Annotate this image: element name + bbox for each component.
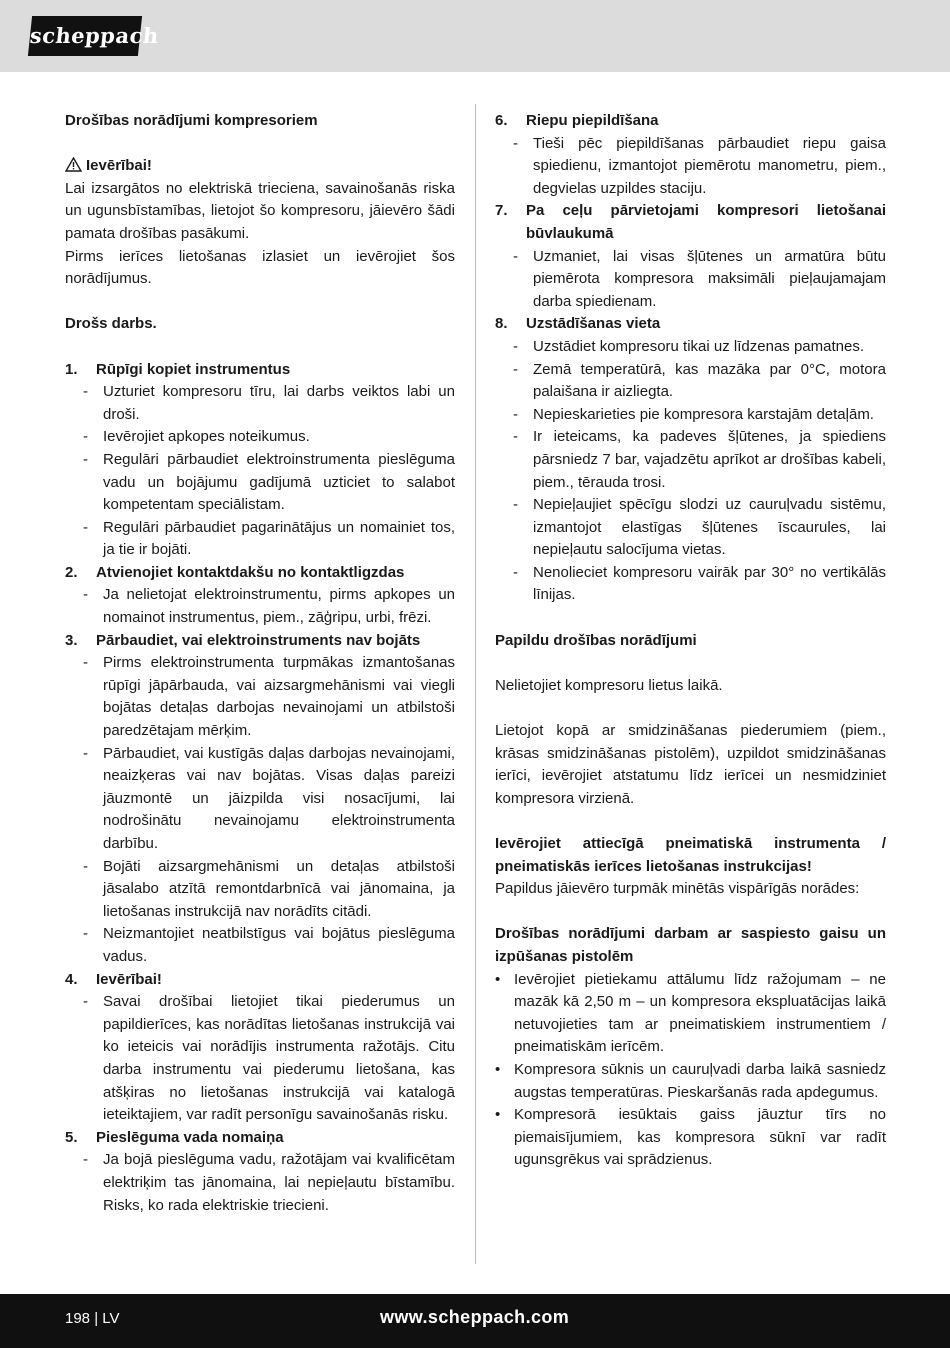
- section-number: 1.: [65, 360, 78, 378]
- section-heading-1: [65, 359, 455, 382]
- list-item: - Nepieļaujiet spēcīgu slodzi uz cauruļvadu sistēmu, izmantojot elastīgas šļūtenes īscaurules, lai nepieļautu salocījuma vietas.: [513, 496, 886, 559]
- list-item-text: Ja bojā pieslēguma vadu, ražotājam vai kvalificētam elektriķim tas jānomaina, lai nepieļautu bīstamību. Risks, ko rada elektriskie triecieni.: [103, 1151, 455, 1214]
- footer-bar: [0, 1294, 950, 1348]
- list-item: - Pārbaudiet, vai kustīgās daļas darbojas nevainojami, neaizķeras vai nav bojātas. Visas daļas pareizi jāuzmontē un jāizpilda visi nosacījumi, lai nodrošinātu nevainojamu elektroinstrumenta darbību.: [83, 744, 455, 852]
- section-heading-4: [65, 969, 455, 992]
- bullet-text: Kompresorā iesūktais gaiss jāuztur tīrs no piemaisījumiem, kas kompresora sūknī var radīt ugunsgrēkus vai sprādzienus.: [514, 1106, 886, 1169]
- scheppach-logo: scheppach: [28, 16, 142, 56]
- right-column: [495, 110, 886, 1172]
- bullet-item: • Ievērojiet pietiekamu attālumu līdz ražojumam – ne mazāk kā 2,50 m – un kompresora ekspluatācijas laikā netuvojieties tam ar pneimatiskiem instrumentiem / pneimatiskām ierīcēm.: [495, 970, 886, 1056]
- list-item: - Pirms elektroinstrumenta turpmākas izmantošanas rūpīgi jāpārbauda, vai aizsargmehānismi vai viegli bojātas detaļas darbojas nevainojami un atbilstoši paredzētajam mērķim.: [83, 654, 455, 740]
- section-number: 4.: [65, 970, 78, 988]
- list-item-text: Nenolieciet kompresoru vairāk par 30° no vertikālās līnijas.: [533, 563, 886, 604]
- list-item-text: Pārbaudiet, vai kustīgās daļas darbojas nevainojami, neaizķeras vai nav bojātas. Visas daļas pareizi jāuzmontē un jāizpilda visi nosacījumi, lai nodrošinātu nevainojamu elektroinstrumenta darbību.: [103, 744, 455, 852]
- warning-triangle-icon: [65, 157, 82, 172]
- intro-text: Lai izsargātos no elektriskā trieciena, savainošanās riska un ugunsbīstamības, lietojot šo kompresoru, jāievēro šādi pamata drošības pasākumi.: [65, 179, 455, 242]
- section-heading-8: [495, 313, 886, 336]
- list-item: - Ja nelietojat elektroinstrumentu, pirms apkopes un nomainot instrumentus, piem., zāģripu, urbi, frēzi.: [83, 586, 455, 627]
- bullet-item: • Kompresorā iesūktais gaiss jāuztur tīrs no piemaisījumiem, kas kompresora sūknī var radīt ugunsgrēkus vai sprādzienus.: [495, 1106, 886, 1169]
- intro-text-2: Pirms ierīces lietošanas izlasiet un ievērojiet šos norādījumus.: [65, 247, 455, 288]
- section-title: Drošības norādījumi kompresoriem: [65, 112, 318, 129]
- website-link[interactable]: www.scheppach.com: [380, 1307, 570, 1327]
- section-number: 3.: [65, 631, 78, 649]
- section-number: 2.: [65, 563, 78, 581]
- warning-title: Ievērībai!: [86, 157, 152, 175]
- bullet-text: Kompresora sūknis un cauruļvadi darba laikā sasniedz augstas temperatūras. Pieskaršanās rada apdegumus.: [514, 1060, 886, 1101]
- list-item: - Uzstādiet kompresoru tikai uz līdzenas pamatnes.: [513, 337, 864, 355]
- bullet-item: • Kompresora sūknis un cauruļvadi darba laikā sasniedz augstas temperatūras. Pieskaršanās rada apdegumus.: [495, 1060, 886, 1101]
- list-item-text: Nepieļaujiet spēcīgu slodzi uz cauruļvadu sistēmu, izmantojot elastīgas šļūtenes īscaurules, lai nepieļautu salocījuma vietas.: [533, 496, 886, 559]
- list-item-text: Neizmantojiet neatbilstīgus vai bojātus pieslēguma vadus.: [103, 925, 455, 965]
- section-heading-7: [495, 200, 886, 245]
- list-item: - Zemā temperatūrā, kas mazāka par 0°C, motora palaišana ir aizliegta.: [513, 360, 886, 401]
- compressed-air-heading: Drošības norādījumi darbam ar saspiesto gaisu un izpūšanas pistolēm: [495, 925, 886, 965]
- list-item: - Savai drošībai lietojiet tikai piederumus un papildierīces, kas norādītas lietošanas instrukcijā vai ko ieteicis vai norādījis instrumenta ražotājs. Citu darba instrumentu vai piederumu lietošana, kas atšķiras no lietošanas instrukcijā vai katalogā ieteiktajiem, var radīt personīgu savainošanās risku.: [83, 993, 455, 1124]
- section-number: 6.: [495, 112, 508, 129]
- section-heading-5: [65, 1127, 455, 1150]
- list-item: - Regulāri pārbaudiet pagarinātājus un nomainiet tos, ja tie ir bojāti.: [83, 518, 455, 559]
- safe-work-heading: Drošs darbs.: [65, 315, 157, 333]
- column-divider: [475, 104, 476, 1264]
- section-heading-3: [65, 630, 455, 653]
- list-item-text: Nepieskarieties pie kompresora karstajām detaļām.: [533, 405, 874, 423]
- list-item: - Regulāri pārbaudiet elektroinstrumenta pieslēguma vadu un bojājumu gadījumā uzticiet to salabot kompetentam speciālistam.: [83, 450, 455, 514]
- list-item: - Ir ieteicams, ka padeves šļūtenes, ja spiediens pārsniedz 7 bar, vajadzētu aprīkot ar drošības kabeli, piem., tērauda trosi.: [513, 428, 886, 491]
- section-heading-text: Pa ceļu pārvietojami kompresori lietošanai būvlaukumā: [526, 202, 886, 242]
- section-heading-text: Atvienojiet kontaktdakšu no kontaktligzdas: [96, 563, 405, 581]
- page-number: 198 | LV: [65, 1310, 120, 1327]
- paragraph-rain: Nelietojiet kompresoru lietus laikā.: [495, 676, 723, 694]
- bullet-text: Ievērojiet pietiekamu attālumu līdz ražojumam – ne mazāk kā 2,50 m – un kompresora ekspluatācijas laikā netuvojieties tam ar pneimatiskiem instrumentiem / pneimatiskām ierīcēm.: [514, 970, 886, 1056]
- left-column: [65, 110, 455, 1217]
- extra-safety-heading: Papildu drošības norādījumi: [495, 631, 697, 649]
- list-item-text: Ievērojiet apkopes noteikumus.: [103, 428, 310, 446]
- list-item: - Nepieskarieties pie kompresora karstajām detaļām.: [513, 405, 874, 423]
- section-number: 8.: [495, 315, 508, 333]
- list-item: - Ja bojā pieslēguma vadu, ražotājam vai kvalificētam elektriķim tas jānomaina, lai nepieļautu bīstamību. Risks, ko rada elektriskie triecieni.: [83, 1151, 455, 1214]
- section-heading-text: Pārbaudiet, vai elektroinstruments nav bojāts: [96, 631, 421, 649]
- list-item-text: Ir ieteicams, ka padeves šļūtenes, ja spiediens pārsniedz 7 bar, vajadzētu aprīkot ar drošības kabeli, piem., tērauda trosi.: [533, 428, 886, 491]
- list-item-text: Zemā temperatūrā, kas mazāka par 0°C, motora palaišana ir aizliegta.: [533, 360, 886, 401]
- list-item-text: Uzturiet kompresoru tīru, lai darbs veiktos labi un droši.: [103, 383, 455, 423]
- section-heading-2: [65, 562, 455, 585]
- paragraph-general-notes: Papildus jāievēro turpmāk minētās vispārīgās norādes:: [495, 880, 860, 898]
- section-heading-text: Uzstādīšanas vieta: [526, 315, 661, 333]
- list-item-text: Savai drošībai lietojiet tikai piederumus un papildierīces, kas norādītas lietošanas instrukcijā vai ko ieteicis vai norādījis instrumenta ražotājs. Citu darba instrumentu vai piederumu lietošana, kas atšķiras no lietošanas instrukcijā vai katalogā ieteiktajiem, var radīt personīgu savainošanās risku.: [103, 993, 455, 1124]
- list-item: - Uzmaniet, lai visas šļūtenes un armatūra būtu piemērota kompresora maksimāli pieļaujamajam darba spiedienam.: [513, 247, 886, 310]
- pneumatic-instructions-heading: Ievērojiet attiecīgā pneimatiskā instrumenta / pneimatiskās ierīces lietošanas instrukcijas!: [495, 835, 886, 875]
- section-number: 7.: [495, 202, 508, 220]
- list-item-text: Ja nelietojat elektroinstrumentu, pirms apkopes un nomainot instrumentus, piem., zāģripu, urbi, frēzi.: [103, 586, 455, 627]
- header-bar: [0, 0, 950, 72]
- list-item-text: Uzstādiet kompresoru tikai uz līdzenas pamatnes.: [533, 337, 864, 355]
- list-item-text: Regulāri pārbaudiet pagarinātājus un nomainiet tos, ja tie ir bojāti.: [103, 518, 455, 559]
- list-item: - Neizmantojiet neatbilstīgus vai bojātus pieslēguma vadus.: [83, 925, 455, 965]
- list-item-text: Bojāti aizsargmehānismi un detaļas atbilstoši jāsalabo atzītā remontdarbnīcā vai jānomaina, ja lietošanas instrukcijā nav norādīts citādi.: [103, 857, 455, 920]
- list-item: - Uzturiet kompresoru tīru, lai darbs veiktos labi un droši.: [83, 383, 455, 423]
- list-item-text: Tieši pēc piepildīšanas pārbaudiet riepu gaisa spiedienu, izmantojot piemērotu manometru, piem., degvielas uzpildes staciju.: [533, 134, 886, 197]
- list-item-text: Pirms elektroinstrumenta turpmākas izmantošanas rūpīgi jāpārbauda, vai aizsargmehānismi vai viegli bojātas detaļas darbojas nevainojami un atbilstoši paredzētajam mērķim.: [103, 654, 455, 740]
- section-number: 5.: [65, 1128, 78, 1146]
- list-item: - Bojāti aizsargmehānismi un detaļas atbilstoši jāsalabo atzītā remontdarbnīcā vai jānomaina, ja lietošanas instrukcijā nav norādīts citādi.: [83, 857, 455, 920]
- list-item: - Tieši pēc piepildīšanas pārbaudiet riepu gaisa spiedienu, izmantojot piemērotu manometru, piem., degvielas uzpildes staciju.: [513, 134, 886, 197]
- paragraph-spraying: Lietojot kopā ar smidzināšanas piederumiem (piem., krāsas smidzināšanas pistolēm), uzpildot smidzināšanas ierīci, ievērojiet atstatumu līdz ierīcei un nesmidziniet kompresora virzienā.: [495, 722, 886, 807]
- list-item: - Nenolieciet kompresoru vairāk par 30° no vertikālās līnijas.: [513, 563, 886, 604]
- section-heading-6: [495, 110, 886, 133]
- section-heading-text: Riepu piepildīšana: [526, 112, 659, 129]
- list-item-text: Regulāri pārbaudiet elektroinstrumenta pieslēguma vadu un bojājumu gadījumā uzticiet to salabot kompetentam speciālistam.: [103, 450, 455, 514]
- list-item-text: Uzmaniet, lai visas šļūtenes un armatūra būtu piemērota kompresora maksimāli pieļaujamajam darba spiedienam.: [533, 247, 886, 310]
- list-item: - Ievērojiet apkopes noteikumus.: [83, 428, 310, 446]
- section-heading-text: Pieslēguma vada nomaiņa: [96, 1128, 284, 1146]
- section-heading-text: Ievērībai!: [96, 970, 162, 988]
- warning-heading: [65, 155, 455, 178]
- section-heading-text: Rūpīgi kopiet instrumentus: [96, 360, 291, 378]
